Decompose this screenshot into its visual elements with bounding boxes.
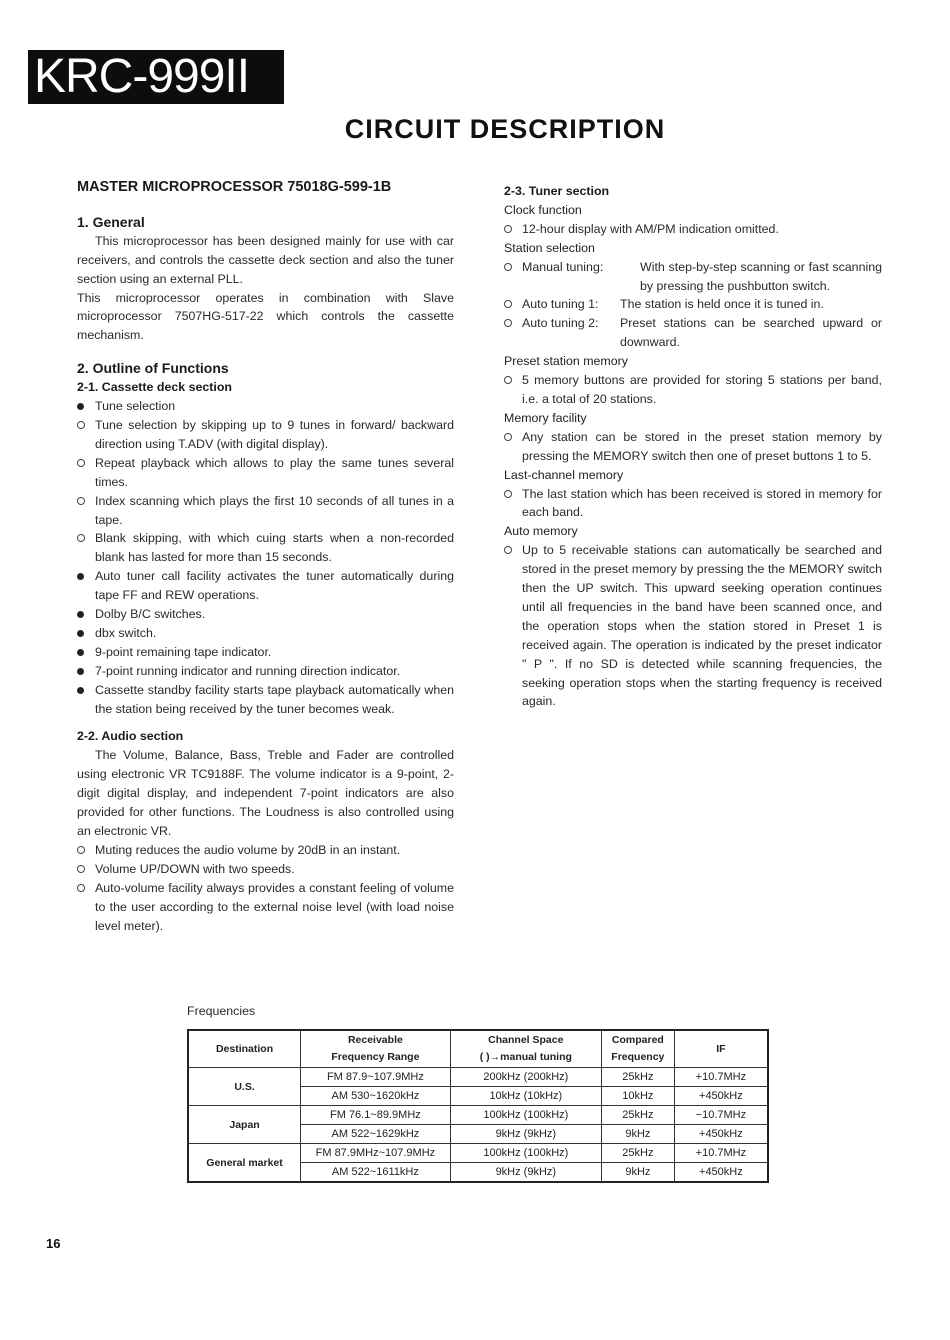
if-cell: −10.7MHz (674, 1106, 768, 1125)
frequency-table (187, 1029, 769, 1183)
header-if: IF (674, 1030, 768, 1068)
station-heading: Station selection (504, 240, 595, 255)
model-label: KRC-999II (28, 50, 284, 104)
list-item: 9-point remaining tape indicator. (77, 643, 454, 662)
list-item: 12-hour display with AM/PM indication omitted. (504, 220, 882, 239)
circle-bullet-icon (504, 433, 512, 441)
space-cell: 9kHz (9kHz) (450, 1163, 601, 1183)
destination-cell: General market (188, 1144, 301, 1183)
space-cell: 10kHz (10kHz) (450, 1087, 601, 1106)
list-item: Any station can be stored in the preset station memory by pressing the MEMORY switch then one of preset buttons 1 to 5. (504, 428, 882, 466)
circle-bullet-icon (504, 319, 512, 327)
circle-bullet-icon (77, 865, 85, 873)
frequencies-label: Frequencies (187, 1004, 256, 1018)
circle-bullet-icon (504, 546, 512, 554)
range-cell: FM 76.1~89.9MHz (301, 1106, 451, 1125)
circle-bullet-icon (77, 534, 85, 542)
table-row (188, 1106, 768, 1125)
compared-cell: 25kHz (601, 1144, 674, 1163)
auto-tuning-2-label: Auto tuning 2: (522, 316, 599, 331)
manual-tuning-label: Manual tuning: (522, 259, 604, 274)
circle-bullet-icon (77, 497, 85, 505)
range-cell: AM 530~1620kHz (301, 1087, 451, 1106)
last-channel-heading: Last-channel memory (504, 467, 624, 482)
space-cell: 100kHz (100kHz) (450, 1144, 601, 1163)
auto-tuning-2-text: Preset stations can be searched upward or downward. (620, 316, 882, 350)
compared-cell: 9kHz (601, 1163, 674, 1183)
general-heading: 1. General (77, 213, 145, 230)
auto-tuning-1-text: The station is held once it is tuned in. (620, 297, 824, 312)
if-cell: +10.7MHz (674, 1068, 768, 1087)
general-paragraph-1: This microprocessor has been designed mainly for use with car receivers, and controls the cassette deck section and also the tuner section using an external PLL. (77, 233, 454, 286)
circle-bullet-icon (77, 884, 85, 892)
circle-bullet-icon (504, 300, 512, 308)
memory-heading: Memory facility (504, 410, 587, 425)
range-cell: AM 522~1611kHz (301, 1163, 451, 1183)
list-item: Blank skipping, with which cuing starts when a non-recorded blank has lasted for more than 15 seconds. (77, 529, 454, 567)
manual-tuning-text: With step-by-step scanning or fast scanning by pressing the pushbutton switch. (640, 259, 882, 293)
audio-paragraph: The Volume, Balance, Bass, Treble and Fader are controlled using electronic VR TC9188F. The volume indicator is a 9-point, 2-digit digital display, and independent 7-point indicators are also provided for other functions. The Loudness is also controlled using an electronic VR. (77, 748, 454, 838)
bullet-icon (77, 403, 84, 410)
audio-heading: 2-2. Audio section (77, 729, 184, 744)
if-cell: +450kHz (674, 1087, 768, 1106)
compared-cell: 25kHz (601, 1068, 674, 1087)
preset-heading: Preset station memory (504, 354, 628, 369)
compared-cell: 10kHz (601, 1087, 674, 1106)
space-cell: 200kHz (200kHz) (450, 1068, 601, 1087)
list-item: Tune selection by skipping up to 9 tunes in forward/ backward direction using T.ADV (with digital display). (77, 416, 454, 454)
range-cell: FM 87.9MHz~107.9MHz (301, 1144, 451, 1163)
if-cell: +450kHz (674, 1125, 768, 1144)
left-column (77, 178, 454, 935)
compared-cell: 25kHz (601, 1106, 674, 1125)
table-header-row (188, 1030, 768, 1068)
bullet-icon (77, 573, 84, 580)
clock-heading: Clock function (504, 202, 582, 217)
header-range: Receivable Frequency Range (301, 1030, 451, 1068)
bullet-icon (77, 687, 84, 694)
compared-cell: 9kHz (601, 1125, 674, 1144)
circle-bullet-icon (504, 225, 512, 233)
bullet-icon (77, 668, 84, 675)
if-cell: +10.7MHz (674, 1144, 768, 1163)
bullet-icon (77, 630, 84, 637)
list-item: dbx switch. (77, 624, 454, 643)
circle-bullet-icon (504, 263, 512, 271)
list-item: Volume UP/DOWN with two speeds. (77, 860, 454, 879)
space-cell: 9kHz (9kHz) (450, 1125, 601, 1144)
destination-cell: Japan (188, 1106, 301, 1144)
list-item: 7-point running indicator and running direction indicator. (77, 662, 454, 681)
circle-bullet-icon (504, 376, 512, 384)
list-item: 5 memory buttons are provided for storing 5 stations per band, i.e. a total of 20 stations. (504, 371, 882, 409)
space-cell: 100kHz (100kHz) (450, 1106, 601, 1125)
tuner-heading: 2-3. Tuner section (504, 184, 610, 198)
bullet-icon (77, 649, 84, 656)
list-item: The last station which has been received is stored in memory for each band. (504, 485, 882, 523)
right-column (504, 182, 882, 711)
header-compared: Compared Frequency (601, 1030, 674, 1068)
page-title: CIRCUIT DESCRIPTION (344, 114, 666, 144)
list-item: Up to 5 receivable stations can automatically be searched and stored in the preset memory by pressing the the MEMORY switch then the UP switch. This upward seeking operation continues until all frequencies in the band have been scanned once, and the operation stops when the station stored in Preset 1 is received again. The operation is indicated by the preset indicator " P ". If no SD is detected while scanning frequencies, the seeking operation stops when the starting frequency is received again. (504, 541, 882, 711)
list-item (504, 295, 882, 314)
list-item: Dolby B/C switches. (77, 605, 454, 624)
general-paragraph-2: This microprocessor operates in combination with Slave microprocessor 7507HG-517-22 which controls the cassette mechanism. (77, 290, 454, 343)
circle-bullet-icon (504, 490, 512, 498)
range-cell: AM 522~1629kHz (301, 1125, 451, 1144)
header-channel-space: Channel Space ( )→manual tuning (450, 1030, 601, 1068)
cassette-heading: 2-1. Cassette deck section (77, 380, 232, 395)
page-number: 16 (46, 1236, 61, 1251)
circle-bullet-icon (77, 459, 85, 467)
list-item (504, 258, 882, 296)
table-row (188, 1144, 768, 1163)
outline-heading: 2. Outline of Functions (77, 360, 229, 377)
auto-memory-heading: Auto memory (504, 524, 578, 539)
list-item: Index scanning which plays the first 10 seconds of all tunes in a tape. (77, 492, 454, 530)
list-item: Auto tuner call facility activates the tuner automatically during tape FF and REW operations. (77, 567, 454, 605)
list-item: Auto-volume facility always provides a constant feeling of volume to the user according to the external noise level (with load noise level meter). (77, 879, 454, 936)
header-destination: Destination (188, 1030, 301, 1068)
bullet-icon (77, 611, 84, 618)
range-cell: FM 87.9~107.9MHz (301, 1068, 451, 1087)
master-heading: MASTER MICROPROCESSOR 75018G-599-1B (77, 179, 392, 195)
list-item: Tune selection (77, 397, 454, 416)
circle-bullet-icon (77, 846, 85, 854)
list-item: Repeat playback which allows to play the same tunes several times. (77, 454, 454, 492)
if-cell: +450kHz (674, 1163, 768, 1183)
list-item: Muting reduces the audio volume by 20dB in an instant. (77, 841, 454, 860)
circle-bullet-icon (77, 421, 85, 429)
auto-tuning-1-label: Auto tuning 1: (522, 297, 599, 312)
destination-cell: U.S. (188, 1068, 301, 1106)
table-row (188, 1068, 768, 1087)
list-item: Cassette standby facility starts tape playback automatically when the station being received by the tuner becomes weak. (77, 681, 454, 719)
list-item (504, 314, 882, 352)
